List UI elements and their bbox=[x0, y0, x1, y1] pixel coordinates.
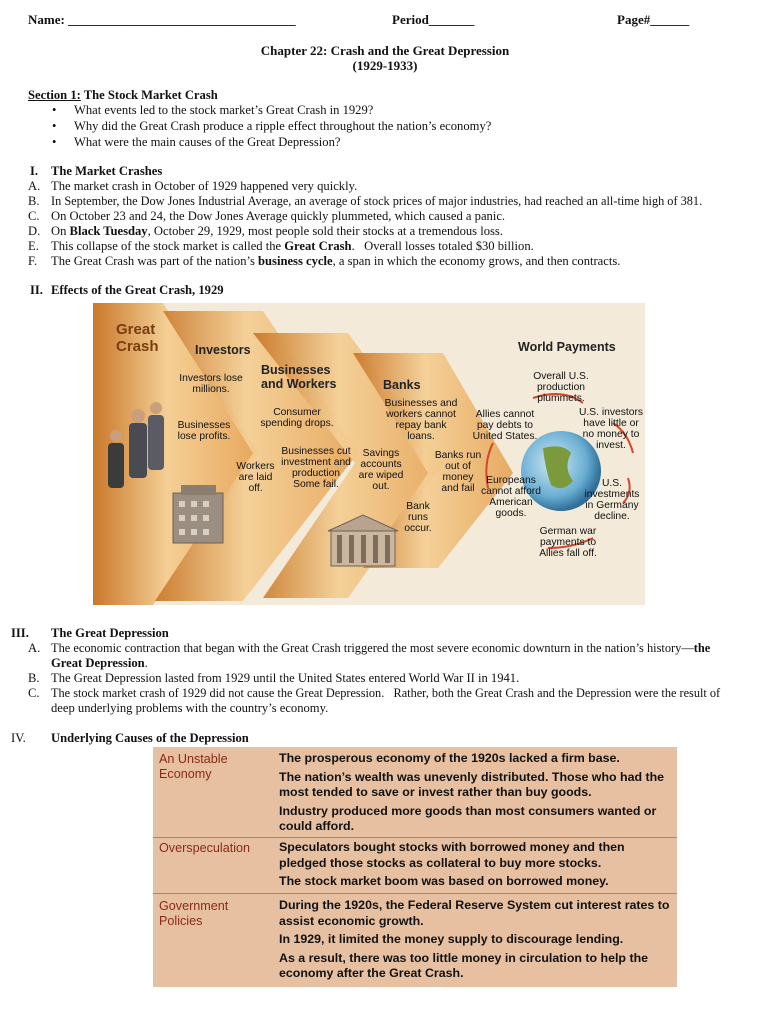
item-text: , a span in which the economy grows, and then contracts. bbox=[332, 254, 621, 268]
part3-item-c-line2: deep underlying problems with the country’s economy. bbox=[51, 701, 329, 715]
item-text: The market crash in October of 1929 happened very quickly. bbox=[51, 179, 358, 193]
cause-points-government-policies bbox=[279, 898, 675, 985]
cause-point: The stock market boom was based on borrowed money. bbox=[279, 874, 609, 888]
causes-table bbox=[153, 747, 677, 987]
part3-item-c-line1: The stock market crash of 1929 did not cause the Great Depression. Rather, both the Great Crash and the Depression were the result of bbox=[51, 686, 721, 700]
chapter-years: (1929-1933) bbox=[352, 58, 418, 73]
cause-label-government-policies: Government Policies bbox=[159, 899, 229, 928]
item-letter: E. bbox=[28, 239, 39, 253]
part2-heading: Effects of the Great Crash, 1929 bbox=[51, 283, 224, 297]
table-divider bbox=[153, 893, 677, 894]
great-crash-diagram bbox=[93, 303, 645, 605]
diagram-world-payments-title: World Payments bbox=[518, 340, 616, 354]
cause-points-overspeculation bbox=[279, 840, 675, 893]
cause-point: In 1929, it limited the money supply to discourage lending. bbox=[279, 932, 624, 946]
item-text: The economic contraction that began with the Great Crash triggered the most severe economic downturn in the nation’s history— bbox=[51, 641, 694, 655]
diagram-allies-cannot-pay: Allies cannot pay debts to United States. bbox=[472, 409, 538, 442]
item-letter: D. bbox=[28, 224, 41, 238]
part3-numeral: III. bbox=[11, 626, 29, 640]
cause-point: As a result, there was too little money in circulation to help the economy after the Great Crash. bbox=[279, 950, 649, 980]
part1-numeral: I. bbox=[30, 164, 39, 178]
item-letter: C. bbox=[28, 209, 40, 223]
part4-numeral: IV. bbox=[11, 731, 26, 745]
diagram-consumer-spending: Consumer spending drops. bbox=[260, 407, 334, 429]
diagram-banks-run-out: Banks run out of money and fail bbox=[434, 450, 482, 494]
item-text: This collapse of the stock market is called the bbox=[51, 239, 285, 253]
item-text: , October 29, 1929, most people sold their stocks at a tremendous loss. bbox=[147, 224, 503, 238]
cause-label-overspeculation: Overspeculation bbox=[159, 841, 251, 855]
item-letter: A. bbox=[28, 179, 41, 193]
part1-item-c bbox=[51, 209, 505, 224]
item-letter: F. bbox=[28, 254, 38, 268]
diagram-savings-wiped: Savings accounts are wiped out. bbox=[358, 448, 404, 492]
period-field-label: Period_______ bbox=[392, 12, 475, 27]
item-letter: A. bbox=[28, 641, 41, 655]
part1-item-e bbox=[51, 239, 534, 254]
diagram-businesses-lose: Businesses lose profits. bbox=[177, 420, 231, 442]
diagram-us-investments-germany: U.S. investments in Germany decline. bbox=[584, 478, 640, 522]
section1-heading bbox=[28, 88, 218, 103]
diagram-businesses-title: Businesses and Workers bbox=[261, 363, 337, 391]
bullet-icon: • bbox=[52, 103, 57, 117]
part2-numeral: II. bbox=[30, 283, 43, 297]
item-letter: C. bbox=[28, 686, 40, 700]
part1-heading: The Market Crashes bbox=[51, 164, 163, 178]
part3-item-a-line1 bbox=[51, 641, 710, 656]
part3-heading: The Great Depression bbox=[51, 626, 169, 640]
cause-label-unstable-economy: An Unstable Economy bbox=[159, 752, 228, 781]
part3-item-a-line2 bbox=[51, 656, 148, 671]
item-letter: B. bbox=[28, 194, 40, 208]
page-number-label: Page#______ bbox=[617, 12, 690, 27]
cause-point: Industry produced more goods than most consumers wanted or could afford. bbox=[279, 803, 657, 833]
section1-question: What events led to the stock market’s Great Crash in 1929? bbox=[74, 103, 374, 117]
chapter-title: Chapter 22: Crash and the Great Depression bbox=[260, 43, 510, 58]
part1-item-d bbox=[51, 224, 503, 239]
item-letter: B. bbox=[28, 671, 40, 685]
diagram-investors-title: Investors bbox=[195, 343, 251, 357]
item-text: . bbox=[144, 656, 148, 670]
diagram-cannot-repay: Businesses and workers cannot repay bank loans. bbox=[384, 398, 458, 442]
part1-item-b bbox=[51, 194, 702, 209]
section1-question: Why did the Great Crash produce a ripple effect throughout the nation’s economy? bbox=[74, 119, 492, 133]
item-bold-term: business cycle bbox=[258, 254, 333, 268]
factory-building-icon bbox=[173, 485, 223, 543]
item-text: . Overall losses totaled $30 billion. bbox=[351, 239, 534, 253]
part1-item-a bbox=[51, 179, 357, 194]
diagram-businesses-cut: Businesses cut investment and production Some fail. bbox=[281, 446, 351, 490]
cause-point: Speculators bought stocks with borrowed money and then pledged those stocks as collateral to buy more stocks. bbox=[279, 840, 625, 870]
part1-item-f bbox=[51, 254, 620, 269]
item-text: The Great Crash was part of the nation’s bbox=[51, 254, 259, 268]
item-bold-term: Great Depression bbox=[51, 656, 145, 670]
diagram-europeans: Europeans cannot afford American goods. bbox=[481, 475, 541, 519]
bullet-icon: • bbox=[52, 119, 57, 133]
item-bold-term: Great Crash bbox=[284, 239, 352, 253]
section1-title: The Stock Market Crash bbox=[80, 88, 218, 102]
diagram-banks-title: Banks bbox=[383, 378, 421, 392]
cause-points-unstable-economy bbox=[279, 751, 675, 838]
item-bold-term: the bbox=[693, 641, 711, 655]
diagram-us-production: Overall U.S. production plummets. bbox=[533, 371, 589, 404]
cause-point: The prosperous economy of the 1920s lacked a firm base. bbox=[279, 751, 620, 765]
diagram-investors-lose: Investors lose millions. bbox=[179, 373, 243, 395]
table-divider bbox=[153, 837, 677, 838]
name-field-label: Name: ___________________________________ bbox=[28, 12, 296, 27]
diagram-workers-laid-off: Workers are laid off. bbox=[236, 461, 275, 494]
item-text: On bbox=[51, 224, 70, 238]
part3-item-b: The Great Depression lasted from 1929 until the United States entered World War II in 1941. bbox=[51, 671, 520, 685]
item-text: In September, the Dow Jones Industrial Average, an average of stock prices of major industries, had reached an all-time high of 381. bbox=[51, 194, 703, 208]
cause-point: During the 1920s, the Federal Reserve System cut interest rates to assist economic growth. bbox=[279, 898, 670, 928]
item-text: On October 23 and 24, the Dow Jones Average quickly plummeted, which caused a panic. bbox=[51, 209, 506, 223]
cause-point: The nation’s wealth was unevenly distributed. Those who had the most tended to save or invest rather than buy goods. bbox=[279, 769, 665, 799]
diagram-us-investors: U.S. investors have little or no money to invest. bbox=[578, 407, 644, 451]
diagram-great-crash-title: Great Crash bbox=[116, 321, 159, 355]
bullet-icon: • bbox=[52, 135, 57, 149]
diagram-german-war-payments: German war payments to Allies fall off. bbox=[539, 526, 597, 559]
part4-heading: Underlying Causes of the Depression bbox=[51, 731, 249, 745]
section1-label: Section 1: bbox=[28, 88, 81, 102]
item-bold-term: Black Tuesday bbox=[69, 224, 148, 238]
diagram-bank-runs: Bank runs occur. bbox=[404, 501, 432, 534]
section1-question: What were the main causes of the Great Depression? bbox=[74, 135, 341, 149]
